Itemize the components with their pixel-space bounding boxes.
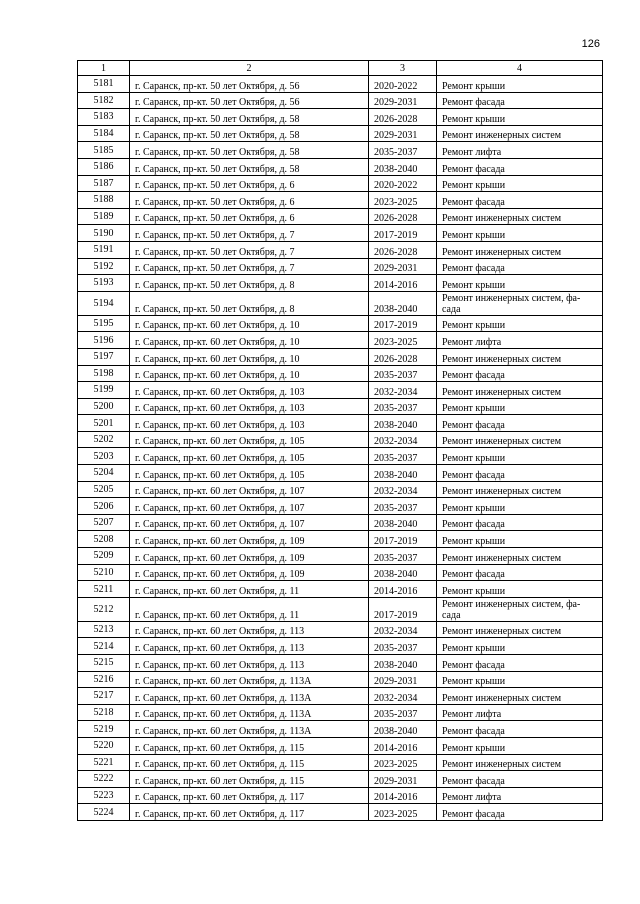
address-cell: г. Саранск, пр-кт. 50 лет Октября, д. 6 — [130, 192, 369, 209]
repair-type-cell: Ремонт фасада — [437, 655, 603, 672]
period-cell: 2020-2022 — [369, 175, 437, 192]
period-cell: 2035-2037 — [369, 638, 437, 655]
repair-type-cell: Ремонт фасада — [437, 721, 603, 738]
column-header: 4 — [437, 61, 603, 76]
row-number-cell: 5220 — [78, 737, 130, 754]
row-number-cell: 5192 — [78, 258, 130, 275]
row-number-cell: 5211 — [78, 581, 130, 598]
row-number-cell: 5222 — [78, 771, 130, 788]
period-cell: 2038-2040 — [369, 564, 437, 581]
repair-type-cell: Ремонт крыши — [437, 175, 603, 192]
table-row — [78, 398, 603, 415]
address-cell: г. Саранск, пр-кт. 50 лет Октября, д. 58 — [130, 142, 369, 159]
table-row — [78, 448, 603, 465]
repair-type-cell: Ремонт крыши — [437, 109, 603, 126]
address-cell: г. Саранск, пр-кт. 50 лет Октября, д. 6 — [130, 208, 369, 225]
address-cell: г. Саранск, пр-кт. 50 лет Октября, д. 58 — [130, 125, 369, 142]
repair-type-cell: Ремонт инженерных систем — [437, 621, 603, 638]
row-number-cell: 5186 — [78, 158, 130, 175]
address-cell: г. Саранск, пр-кт. 50 лет Октября, д. 7 — [130, 241, 369, 258]
repair-type-cell: Ремонт инженерных систем — [437, 208, 603, 225]
address-cell: г. Саранск, пр-кт. 50 лет Октября, д. 56 — [130, 76, 369, 93]
period-cell: 2023-2025 — [369, 804, 437, 821]
address-cell: г. Саранск, пр-кт. 60 лет Октября, д. 10 — [130, 332, 369, 349]
period-cell: 2026-2028 — [369, 208, 437, 225]
table-row — [78, 514, 603, 531]
row-number-cell: 5199 — [78, 382, 130, 399]
period-cell: 2014-2016 — [369, 787, 437, 804]
table-row — [78, 225, 603, 242]
table-row — [78, 655, 603, 672]
period-cell: 2014-2016 — [369, 275, 437, 292]
repair-type-cell: Ремонт фасада — [437, 415, 603, 432]
row-number-cell: 5210 — [78, 564, 130, 581]
table-row — [78, 771, 603, 788]
repair-type-cell: Ремонт крыши — [437, 225, 603, 242]
period-cell: 2038-2040 — [369, 158, 437, 175]
table-row — [78, 241, 603, 258]
repair-type-cell: Ремонт фасада — [437, 804, 603, 821]
row-number-cell: 5224 — [78, 804, 130, 821]
row-number-cell: 5207 — [78, 514, 130, 531]
row-number-cell: 5200 — [78, 398, 130, 415]
repair-type-cell: Ремонт крыши — [437, 531, 603, 548]
row-number-cell: 5189 — [78, 208, 130, 225]
row-number-cell: 5204 — [78, 465, 130, 482]
address-cell: г. Саранск, пр-кт. 60 лет Октября, д. 107 — [130, 481, 369, 498]
table-row — [78, 787, 603, 804]
row-number-cell: 5193 — [78, 275, 130, 292]
table-row — [78, 721, 603, 738]
repair-type-cell: Ремонт фасада — [437, 258, 603, 275]
repair-type-cell: Ремонт фасада — [437, 92, 603, 109]
row-number-cell: 5216 — [78, 671, 130, 688]
period-cell: 2029-2031 — [369, 258, 437, 275]
period-cell: 2032-2034 — [369, 431, 437, 448]
repair-type-cell: Ремонт крыши — [437, 581, 603, 598]
address-cell: г. Саранск, пр-кт. 60 лет Октября, д. 109 — [130, 548, 369, 565]
repair-type-cell: Ремонт фасада — [437, 158, 603, 175]
period-cell: 2035-2037 — [369, 498, 437, 515]
period-cell: 2029-2031 — [369, 125, 437, 142]
period-cell: 2029-2031 — [369, 671, 437, 688]
repair-type-cell: Ремонт крыши — [437, 275, 603, 292]
address-cell: г. Саранск, пр-кт. 50 лет Октября, д. 58 — [130, 109, 369, 126]
row-number-cell: 5188 — [78, 192, 130, 209]
repair-type-cell: Ремонт инженерных систем — [437, 382, 603, 399]
table-row — [78, 531, 603, 548]
address-cell: г. Саранск, пр-кт. 60 лет Октября, д. 115 — [130, 737, 369, 754]
period-cell: 2023-2025 — [369, 754, 437, 771]
address-cell: г. Саранск, пр-кт. 60 лет Октября, д. 113 — [130, 638, 369, 655]
row-number-cell: 5215 — [78, 655, 130, 672]
address-cell: г. Саранск, пр-кт. 60 лет Октября, д. 103 — [130, 382, 369, 399]
period-cell: 2038-2040 — [369, 655, 437, 672]
row-number-cell: 5201 — [78, 415, 130, 432]
period-cell: 2020-2022 — [369, 76, 437, 93]
period-cell: 2014-2016 — [369, 581, 437, 598]
table-row — [78, 498, 603, 515]
address-cell: г. Саранск, пр-кт. 50 лет Октября, д. 56 — [130, 92, 369, 109]
table-row — [78, 258, 603, 275]
table-row — [78, 804, 603, 821]
row-number-cell: 5217 — [78, 688, 130, 705]
table-row — [78, 581, 603, 598]
period-cell: 2035-2037 — [369, 704, 437, 721]
table-row — [78, 142, 603, 159]
table-row — [78, 621, 603, 638]
period-cell: 2026-2028 — [369, 348, 437, 365]
period-cell: 2032-2034 — [369, 382, 437, 399]
address-cell: г. Саранск, пр-кт. 60 лет Октября, д. 115 — [130, 771, 369, 788]
period-cell: 2014-2016 — [369, 737, 437, 754]
address-cell: г. Саранск, пр-кт. 50 лет Октября, д. 7 — [130, 258, 369, 275]
row-number-cell: 5197 — [78, 348, 130, 365]
row-number-cell: 5184 — [78, 125, 130, 142]
period-cell: 2023-2025 — [369, 192, 437, 209]
period-cell: 2029-2031 — [369, 771, 437, 788]
period-cell: 2035-2037 — [369, 365, 437, 382]
table-row — [78, 671, 603, 688]
period-cell: 2038-2040 — [369, 465, 437, 482]
period-cell: 2017-2019 — [369, 225, 437, 242]
address-cell: г. Саранск, пр-кт. 50 лет Октября, д. 6 — [130, 175, 369, 192]
address-cell: г. Саранск, пр-кт. 60 лет Октября, д. 10 — [130, 315, 369, 332]
table-row — [78, 548, 603, 565]
table-row — [78, 704, 603, 721]
table-row — [78, 275, 603, 292]
row-number-cell: 5183 — [78, 109, 130, 126]
repair-type-cell: Ремонт лифта — [437, 787, 603, 804]
address-cell: г. Саранск, пр-кт. 60 лет Октября, д. 11 — [130, 597, 369, 621]
address-cell: г. Саранск, пр-кт. 60 лет Октября, д. 105 — [130, 431, 369, 448]
period-cell: 2038-2040 — [369, 721, 437, 738]
repair-type-cell: Ремонт фасада — [437, 771, 603, 788]
row-number-cell: 5221 — [78, 754, 130, 771]
row-number-cell: 5209 — [78, 548, 130, 565]
repair-type-cell: Ремонт лифта — [437, 704, 603, 721]
address-cell: г. Саранск, пр-кт. 60 лет Октября, д. 109 — [130, 531, 369, 548]
row-number-cell: 5206 — [78, 498, 130, 515]
column-header: 1 — [78, 61, 130, 76]
table-row — [78, 291, 603, 315]
repair-type-cell: Ремонт фасада — [437, 192, 603, 209]
address-cell: г. Саранск, пр-кт. 60 лет Октября, д. 117 — [130, 804, 369, 821]
period-cell: 2029-2031 — [369, 92, 437, 109]
row-number-cell: 5202 — [78, 431, 130, 448]
table-header-row — [78, 61, 603, 76]
table-row — [78, 125, 603, 142]
row-number-cell: 5181 — [78, 76, 130, 93]
repair-type-cell: Ремонт фасада — [437, 465, 603, 482]
address-cell: г. Саранск, пр-кт. 60 лет Октября, д. 105 — [130, 465, 369, 482]
table-row — [78, 431, 603, 448]
period-cell: 2038-2040 — [369, 291, 437, 315]
row-number-cell: 5205 — [78, 481, 130, 498]
period-cell: 2038-2040 — [369, 514, 437, 531]
address-cell: г. Саранск, пр-кт. 60 лет Октября, д. 113 — [130, 621, 369, 638]
repair-type-cell: Ремонт инженерных систем — [437, 754, 603, 771]
repair-type-cell: Ремонт крыши — [437, 498, 603, 515]
period-cell: 2032-2034 — [369, 621, 437, 638]
period-cell: 2026-2028 — [369, 109, 437, 126]
repair-type-cell: Ремонт крыши — [437, 448, 603, 465]
row-number-cell: 5187 — [78, 175, 130, 192]
table-row — [78, 597, 603, 621]
repair-type-cell: Ремонт крыши — [437, 737, 603, 754]
period-cell: 2026-2028 — [369, 241, 437, 258]
table-row — [78, 192, 603, 209]
row-number-cell: 5219 — [78, 721, 130, 738]
column-header: 2 — [130, 61, 369, 76]
column-header: 3 — [369, 61, 437, 76]
row-number-cell: 5223 — [78, 787, 130, 804]
row-number-cell: 5185 — [78, 142, 130, 159]
repair-type-cell: Ремонт инженерных систем, фа-сада — [437, 597, 603, 621]
table-row — [78, 564, 603, 581]
period-cell: 2017-2019 — [369, 531, 437, 548]
row-number-cell: 5212 — [78, 597, 130, 621]
address-cell: г. Саранск, пр-кт. 60 лет Октября, д. 113А — [130, 671, 369, 688]
table-row — [78, 365, 603, 382]
repair-schedule-table — [77, 60, 603, 821]
table-row — [78, 208, 603, 225]
row-number-cell: 5203 — [78, 448, 130, 465]
row-number-cell: 5195 — [78, 315, 130, 332]
address-cell: г. Саранск, пр-кт. 60 лет Октября, д. 11 — [130, 581, 369, 598]
table-body — [78, 61, 603, 821]
repair-type-cell: Ремонт фасада — [437, 564, 603, 581]
address-cell: г. Саранск, пр-кт. 50 лет Октября, д. 7 — [130, 225, 369, 242]
page-number: 126 — [581, 38, 600, 50]
repair-type-cell: Ремонт инженерных систем — [437, 125, 603, 142]
period-cell: 2035-2037 — [369, 448, 437, 465]
table-row — [78, 382, 603, 399]
address-cell: г. Саранск, пр-кт. 60 лет Октября, д. 109 — [130, 564, 369, 581]
table-row — [78, 76, 603, 93]
table-row — [78, 754, 603, 771]
address-cell: г. Саранск, пр-кт. 60 лет Октября, д. 103 — [130, 415, 369, 432]
address-cell: г. Саранск, пр-кт. 60 лет Октября, д. 117 — [130, 787, 369, 804]
repair-type-cell: Ремонт инженерных систем, фа-сада — [437, 291, 603, 315]
row-number-cell: 5218 — [78, 704, 130, 721]
repair-type-cell: Ремонт крыши — [437, 398, 603, 415]
period-cell: 2035-2037 — [369, 398, 437, 415]
address-cell: г. Саранск, пр-кт. 60 лет Октября, д. 103 — [130, 398, 369, 415]
address-cell: г. Саранск, пр-кт. 60 лет Октября, д. 115 — [130, 754, 369, 771]
table-row — [78, 109, 603, 126]
repair-type-cell: Ремонт инженерных систем — [437, 481, 603, 498]
row-number-cell: 5214 — [78, 638, 130, 655]
table-row — [78, 348, 603, 365]
period-cell: 2017-2019 — [369, 315, 437, 332]
row-number-cell: 5213 — [78, 621, 130, 638]
period-cell: 2035-2037 — [369, 548, 437, 565]
row-number-cell: 5194 — [78, 291, 130, 315]
table-row — [78, 158, 603, 175]
address-cell: г. Саранск, пр-кт. 60 лет Октября, д. 113А — [130, 721, 369, 738]
repair-type-cell: Ремонт инженерных систем — [437, 431, 603, 448]
period-cell: 2035-2037 — [369, 142, 437, 159]
address-cell: г. Саранск, пр-кт. 60 лет Октября, д. 113 — [130, 655, 369, 672]
table-row — [78, 92, 603, 109]
address-cell: г. Саранск, пр-кт. 50 лет Октября, д. 58 — [130, 158, 369, 175]
repair-type-cell: Ремонт лифта — [437, 142, 603, 159]
period-cell: 2017-2019 — [369, 597, 437, 621]
address-cell: г. Саранск, пр-кт. 60 лет Октября, д. 113А — [130, 688, 369, 705]
table-row — [78, 315, 603, 332]
row-number-cell: 5196 — [78, 332, 130, 349]
repair-type-cell: Ремонт инженерных систем — [437, 348, 603, 365]
address-cell: г. Саранск, пр-кт. 60 лет Октября, д. 105 — [130, 448, 369, 465]
repair-type-cell: Ремонт фасада — [437, 514, 603, 531]
repair-type-cell: Ремонт фасада — [437, 365, 603, 382]
repair-type-cell: Ремонт крыши — [437, 671, 603, 688]
row-number-cell: 5182 — [78, 92, 130, 109]
table-row — [78, 481, 603, 498]
table-row — [78, 332, 603, 349]
row-number-cell: 5208 — [78, 531, 130, 548]
address-cell: г. Саранск, пр-кт. 60 лет Октября, д. 10 — [130, 348, 369, 365]
address-cell: г. Саранск, пр-кт. 60 лет Октября, д. 113А — [130, 704, 369, 721]
table-row — [78, 737, 603, 754]
repair-type-cell: Ремонт инженерных систем — [437, 688, 603, 705]
table-row — [78, 638, 603, 655]
address-cell: г. Саранск, пр-кт. 60 лет Октября, д. 107 — [130, 498, 369, 515]
repair-type-cell: Ремонт лифта — [437, 332, 603, 349]
period-cell: 2023-2025 — [369, 332, 437, 349]
address-cell: г. Саранск, пр-кт. 60 лет Октября, д. 10 — [130, 365, 369, 382]
repair-type-cell: Ремонт крыши — [437, 76, 603, 93]
row-number-cell: 5198 — [78, 365, 130, 382]
address-cell: г. Саранск, пр-кт. 60 лет Октября, д. 107 — [130, 514, 369, 531]
repair-type-cell: Ремонт крыши — [437, 638, 603, 655]
repair-type-cell: Ремонт инженерных систем — [437, 548, 603, 565]
period-cell: 2032-2034 — [369, 481, 437, 498]
address-cell: г. Саранск, пр-кт. 50 лет Октября, д. 8 — [130, 275, 369, 292]
table-row — [78, 688, 603, 705]
period-cell: 2038-2040 — [369, 415, 437, 432]
address-cell: г. Саранск, пр-кт. 50 лет Октября, д. 8 — [130, 291, 369, 315]
period-cell: 2032-2034 — [369, 688, 437, 705]
repair-type-cell: Ремонт инженерных систем — [437, 241, 603, 258]
row-number-cell: 5190 — [78, 225, 130, 242]
table-row — [78, 415, 603, 432]
table-row — [78, 175, 603, 192]
row-number-cell: 5191 — [78, 241, 130, 258]
repair-type-cell: Ремонт крыши — [437, 315, 603, 332]
table-row — [78, 465, 603, 482]
